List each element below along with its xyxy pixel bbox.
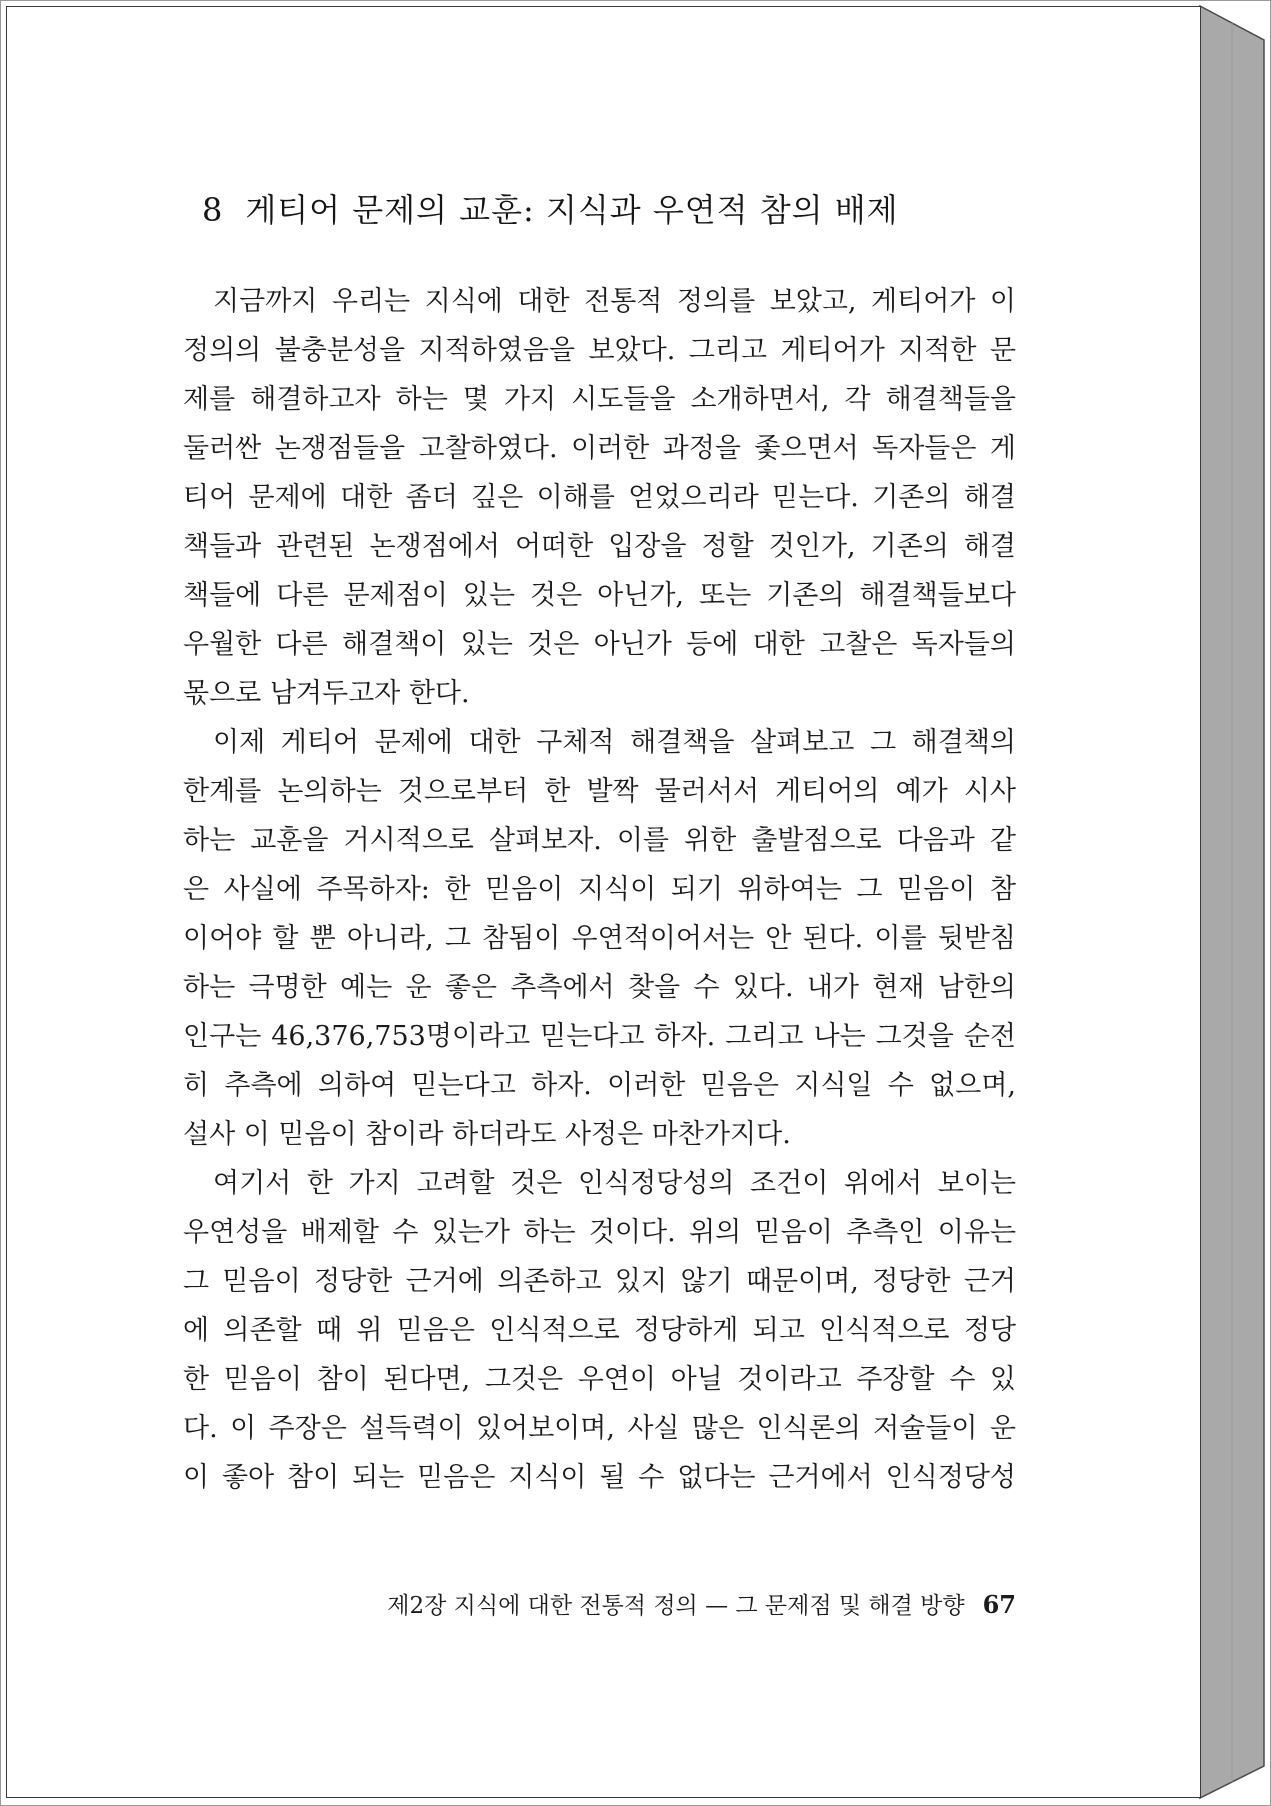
text-line: 이 좋아 참이 되는 믿음은 지식이 될 수 없다는 근거에서 인식정당성: [183, 1462, 1016, 1493]
text-line: 이어야 할 뿐 아니라, 그 참됨이 우연적이어서는 안 된다. 이를 뒷받침: [183, 923, 1016, 954]
text-line: 한 믿음이 참이 된다면, 그것은 우연이 아닐 것이라고 주장할 수 있: [183, 1364, 1016, 1395]
paragraph: [183, 277, 1016, 718]
page-number: 67: [982, 1590, 1016, 1619]
text-line: 은 사실에 주목하자: 한 믿음이 지식이 되기 위하여는 그 믿음이 참: [183, 874, 1016, 905]
text-line: 하는 극명한 예는 운 좋은 추측에서 찾을 수 있다. 내가 현재 남한의: [183, 972, 1016, 1003]
section-number: 8: [202, 191, 224, 229]
text-line: 에 의존할 때 위 믿음은 인식적으로 정당하게 되고 인식적으로 정당: [183, 1315, 1016, 1346]
text-line: 여기서 한 가지 고려할 것은 인식정당성의 조건이 위에서 보이는: [213, 1168, 1016, 1199]
text-line: 이제 게티어 문제에 대한 구체적 해결책을 살펴보고 그 해결책의: [213, 727, 1016, 758]
section-heading: [202, 185, 899, 231]
book-page: [6, 6, 1201, 1798]
page-footer: [324, 1587, 1016, 1620]
text-line: 책들에 다른 문제점이 있는 것은 아닌가, 또는 기존의 해결책들보다: [183, 580, 1016, 611]
text-line: 그 믿음이 정당한 근거에 의존하고 있지 않기 때문이며, 정당한 근거: [183, 1266, 1016, 1297]
text-line: 인구는 46,376,753명이라고 믿는다고 하자. 그리고 나는 그것을 순전: [183, 1021, 1016, 1052]
text-line: 한계를 논의하는 것으로부터 한 발짝 물러서서 게티어의 예가 시사: [183, 776, 1016, 807]
text-line: 몫으로 남겨두고자 한다.: [183, 678, 470, 709]
paragraph: [183, 1159, 1016, 1502]
section-title: 게티어 문제의 교훈: 지식과 우연적 참의 배제: [245, 191, 899, 229]
text-line: 둘러싼 논쟁점들을 고찰하였다. 이러한 과정을 좇으면서 독자들은 게: [183, 433, 1016, 464]
text-line: 히 추측에 의하여 믿는다고 하자. 이러한 믿음은 지식일 수 없으며,: [183, 1070, 1016, 1101]
text-line: 제를 해결하고자 하는 몇 가지 시도들을 소개하면서, 각 해결책들을: [183, 384, 1016, 415]
text-line: 지금까지 우리는 지식에 대한 전통적 정의를 보았고, 게티어가 이: [213, 286, 1016, 317]
text-line: 하는 교훈을 거시적으로 살펴보자. 이를 위한 출발점으로 다음과 같: [183, 825, 1016, 856]
text-line: 책들과 관련된 논쟁점에서 어떠한 입장을 정할 것인가, 기존의 해결: [183, 531, 1016, 562]
running-title: 제2장 지식에 대한 전통적 정의 — 그 문제점 및 해결 방향: [387, 1593, 965, 1619]
text-line: 정의의 불충분성을 지적하였음을 보았다. 그리고 게티어가 지적한 문: [183, 335, 1016, 366]
text-line: 설사 이 믿음이 참이라 하더라도 사정은 마찬가지다.: [183, 1119, 791, 1150]
text-line: 우월한 다른 해결책이 있는 것은 아닌가 등에 대한 고찰은 독자들의: [183, 629, 1016, 660]
paragraph: [183, 718, 1016, 1159]
text-line: 우연성을 배제할 수 있는가 하는 것이다. 위의 믿음이 추측인 이유는: [183, 1217, 1016, 1248]
text-line: 티어 문제에 대한 좀더 깊은 이해를 얻었으리라 믿는다. 기존의 해결: [183, 482, 1016, 513]
text-line: 다. 이 주장은 설득력이 있어보이며, 사실 많은 인식론의 저술들이 운: [183, 1413, 1016, 1444]
body-text: [183, 277, 1016, 1502]
